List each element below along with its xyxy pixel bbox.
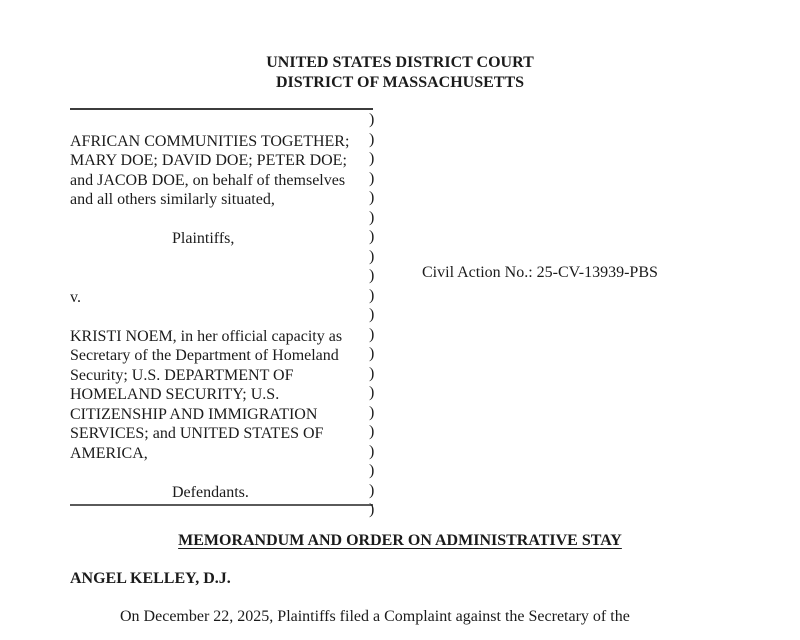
defendant-line: Secretary of the Department of Homeland: [70, 347, 339, 364]
caption-spacer-row: [70, 210, 373, 230]
versus-label: v.: [70, 288, 81, 306]
caption-paren: ): [369, 423, 375, 440]
defendant-line: KRISTI NOEM, in her official capacity as: [70, 327, 343, 345]
civil-action-number: Civil Action No.: 25-CV-13939-PBS: [422, 264, 658, 281]
caption-paren: ): [369, 462, 375, 479]
caption-paren: ): [369, 228, 375, 245]
court-district: DISTRICT OF MASSACHUSETTS: [275, 74, 525, 91]
caption-paren: ): [369, 442, 375, 460]
caption-paren: ): [369, 169, 375, 187]
court-name: UNITED STATES DISTRICT COURT: [266, 54, 534, 71]
caption-paren: ): [369, 481, 375, 499]
caption-paren: ): [369, 403, 375, 421]
defendant-line: AMERICA,: [70, 444, 148, 462]
caption-paren: ): [369, 345, 375, 362]
caption-spacer-row: [70, 112, 373, 132]
caption-paren: ): [369, 208, 375, 226]
plaintiff-line: and JACOB DOE, on behalf of themselves: [70, 171, 346, 189]
caption-spacer-row: [70, 249, 373, 269]
defendant-line: CITIZENSHIP AND IMMIGRATION: [70, 405, 318, 423]
defendant-line: Security; U.S. DEPARTMENT OF: [70, 366, 294, 384]
plaintiff-line: AFRICAN COMMUNITIES TOGETHER;: [70, 132, 350, 150]
caption-paren-column: [369, 110, 383, 520]
caption-paren: ): [369, 325, 375, 343]
caption-paren: ): [369, 189, 375, 206]
caption-paren: ): [369, 111, 375, 128]
court-header: [0, 53, 800, 93]
caption-paren: ): [369, 364, 375, 382]
caption-paren: ): [369, 384, 375, 401]
caption-left-column: [70, 110, 373, 502]
caption-spacer-row: [70, 307, 373, 327]
caption-paren: ): [369, 247, 375, 265]
defendants-label: Defendants.: [172, 483, 249, 501]
judge-name: ANGEL KELLEY, D.J.: [70, 570, 231, 587]
plaintiffs-label: Plaintiffs,: [172, 230, 235, 247]
caption-spacer-row: [70, 268, 373, 288]
order-heading: MEMORANDUM AND ORDER ON ADMINISTRATIVE STAY: [178, 532, 622, 549]
defendant-line: SERVICES; and UNITED STATES OF: [70, 425, 324, 442]
plaintiff-line: MARY DOE; DAVID DOE; PETER DOE;: [70, 152, 347, 169]
caption-spacer-row: [70, 463, 373, 483]
caption-paren: ): [369, 267, 375, 284]
caption-paren: ): [369, 306, 375, 323]
plaintiff-line: and all others similarly situated,: [70, 191, 275, 208]
opinion-body-first-line: On December 22, 2025, Plaintiffs filed a Complaint against the Secretary of the: [120, 608, 630, 625]
case-caption-box: [70, 108, 373, 506]
caption-paren: ): [369, 150, 375, 167]
caption-paren: ): [369, 501, 375, 518]
caption-paren: ): [369, 286, 375, 304]
defendant-line: HOMELAND SECURITY; U.S.: [70, 386, 280, 403]
caption-paren: ): [369, 130, 375, 148]
